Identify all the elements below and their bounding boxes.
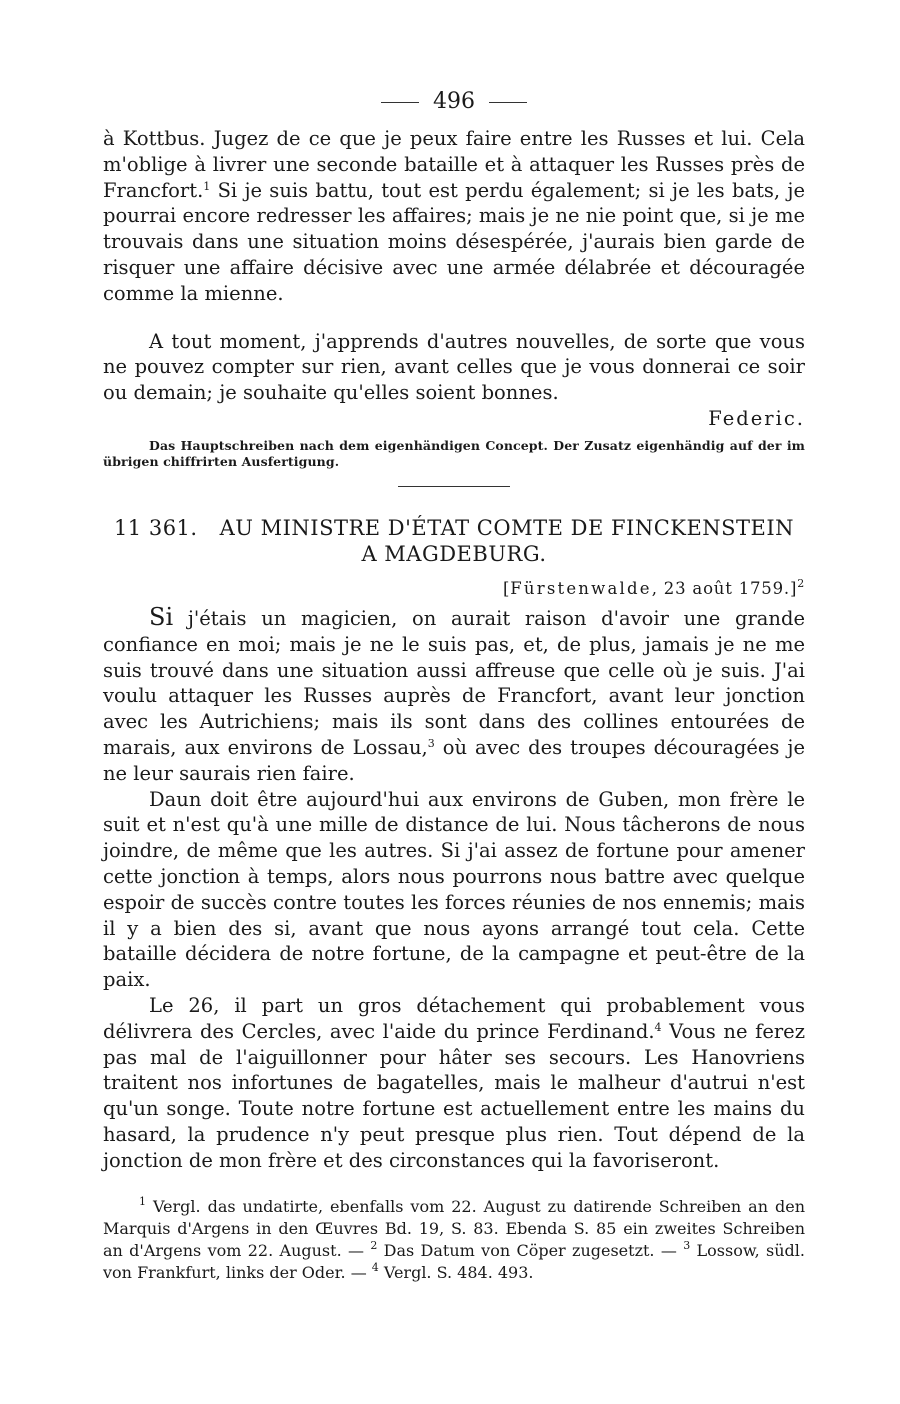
footnote-mark-1: 1 [139,1194,146,1208]
letter-paragraph-1 [103,602,805,787]
first-word: Si [149,602,174,631]
footnote-1-text: Vergl. das undatirte, ebenfalls vom 22. August zu datirende Schreiben an den Marquis d'Argens in den Œuvres Bd. 19, S. 83. Ebenda S. 85 ein zweites Schreiben an d'Argens vom 22. August. — [103,1196,805,1260]
continuation-paragraph-2: A tout moment, j'apprends d'autres nouvelles, de sorte que vous ne pouvez compter sur rien, avant celles que je vous donnerai ce soir ou demain; je souhaite qu'elles soient bonnes. [103,329,805,405]
letter-paragraph-2: Daun doit être aujourd'hui aux environs de Guben, mon frère le suit et n'est qu'à une mille de distance de lui. Nous tâcherons de nous joindre, de même que les autres. Si j'ai assez de fortune pour amener cette jonction à temps, alors nous pourrons nous battre avec quelque espoir de succès contre toutes les forces réunies de nos ennemis; mais il y a bien des si, avant que nous ayons arrangé tout cela. Cette bataille décidera de notre fortune, de la campagne et peut-être de la paix. [103,787,805,992]
paragraph-text: où avec des troupes découragées je ne leur saurais rien faire. [103,735,805,785]
footnote-2-text: Das Datum von Cöper zugesetzt. — [377,1240,684,1260]
letter-paragraph-3 [103,993,805,1174]
letter-title-line-1: AU MINISTRE D'ÉTAT COMTE DE FINCKENSTEIN [219,515,795,540]
paragraph-text: à Kottbus. Jugez de ce que je peux faire entre les Russes et lui. Cela m'oblige à livrer une seconde bataille et à attaquer les Russes près de Francfort. [103,127,805,202]
dateline-place: Fürstenwalde [510,578,652,598]
page-number: 496 [433,89,475,114]
section-divider [398,486,510,487]
footnote-ref-2[interactable]: 2 [797,576,805,590]
footnotes [103,1196,805,1284]
dateline-bracket: [ [503,578,511,598]
source-note: Das Hauptschreiben nach dem eigenhändigen Concept. Der Zusatz eigenhändig auf der im übrigen chiffrirten Ausfertigung. [103,437,805,469]
footnote-ref-1[interactable]: 1 [203,179,211,193]
footnote-mark-4: 4 [371,1260,379,1274]
dateline-date: , 23 août 1759.] [651,578,798,598]
paragraph-text: Si je suis battu, tout est perdu également; si je les bats, je pourrai encore redresser les affaires; mais je ne nie point que, si je me trouvais dans une situation moins désespérée, j'aurais bien garde de risquer une affaire décisive avec une armée délabrée et découragée comme la mienne. [103,178,805,305]
page-number-line [103,88,805,116]
paragraph-text: Vous ne ferez pas mal de l'aiguillonner pour hâter ses secours. Les Hanovriens traitent nos infortunes de bagatelles, mais le malheur d'autrui n'est qu'un songe. Toute notre fortune est actuellement entre les mains du hasard, la prudence n'y peut presque plus rien. Tout dépend de la jonction de mon frère et des circonstances qui la favoriseront. [103,1019,805,1172]
letter-number: 11 361. [113,515,198,540]
footnote-ref-4[interactable]: 4 [654,1020,662,1034]
dateline [103,577,805,601]
footnote-ref-3[interactable]: 3 [427,736,435,750]
paragraph-text: j'étais un magicien, on aurait raison d'avoir une grande confiance en moi; mais je ne le suis pas, et, de plus, jamais je ne me suis trouvé dans une situation aussi affreuse que celle où je suis. J'ai voulu attaquer les Russes auprès de Francfort, avant leur jonction avec les Autrichiens; mais ils sont dans des collines entourées de marais, aux environs de Lossau, [103,606,805,759]
footnote-mark-2: 2 [370,1238,378,1252]
footnote-block [103,1196,805,1284]
paragraph-text: Le 26, il part un gros détachement qui probablement vous délivrera des Cercles, avec l'aide du prince Ferdinand. [103,993,805,1043]
page-number-dash-right [489,102,527,103]
page [103,88,805,1284]
footnote-4-text: Vergl. S. 484. 493. [378,1262,534,1282]
letter-title-line-2: A MAGDEBURG. [361,541,547,566]
signature: Federic. [708,406,805,430]
continuation-paragraph-1 [103,126,805,307]
footnote-mark-3: 3 [683,1238,691,1252]
letter-heading [103,515,805,541]
page-number-dash-left [381,102,419,103]
footnote-3-text: Lossow, südl. von Frankfurt, links der Oder. — [103,1240,806,1282]
paragraph-gap [103,307,805,329]
